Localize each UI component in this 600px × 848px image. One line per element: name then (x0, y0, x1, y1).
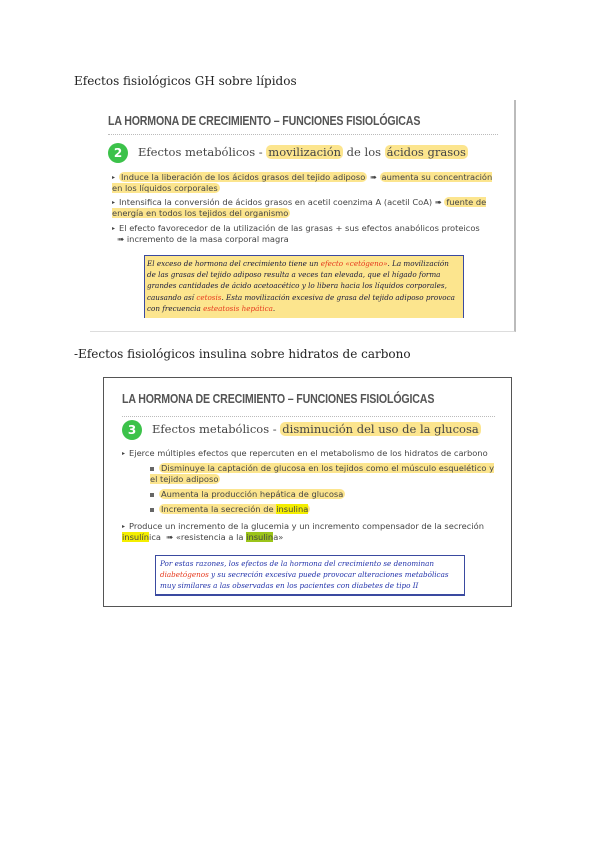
subtitle-text: de los (343, 145, 385, 159)
bullet-icon: ▸ (112, 174, 116, 181)
subtitle-text: Efectos metabólicos - (152, 422, 281, 436)
arrow-icon: ➠ (434, 197, 442, 207)
bullet-text: Produce un incremento de la glucemia y un incremento compensador de la secreción (129, 521, 484, 531)
quote-text: El exceso de hormona del crecimiento tiene un (147, 259, 321, 268)
bullet-text: aumenta su concentración en los líquidos corporales (112, 172, 493, 193)
square-bullet-icon (150, 508, 154, 512)
slide-title: LA HORMONA DE CRECIMIENTO – FUNCIONES FISIOLÓGICAS (108, 114, 421, 128)
slide-title: LA HORMONA DE CRECIMIENTO – FUNCIONES FISIOLÓGICAS (122, 392, 435, 406)
bullet-item (112, 223, 500, 245)
heading-carbohydrates: -Efectos fisiológicos insulina sobre hidratos de carbono (74, 347, 411, 361)
heading-lipids: Efectos fisiológicos GH sobre lípidos (74, 74, 297, 88)
bullet-text: fuente de energía en todos los tejidos del organismo (112, 197, 487, 218)
bullet-icon: ▸ (122, 523, 126, 530)
subtitle-highlight: disminución del uso de la glucosa (282, 422, 479, 436)
arrow-icon: ➠ (369, 172, 377, 182)
bullet-text: Disminuye la captación de glucosa en los tejidos como el músculo esquelético y el tejido adiposo (150, 463, 495, 484)
section-subtitle (152, 422, 481, 436)
bullet-item (112, 197, 500, 219)
quote-box (144, 255, 464, 318)
quote-text: y su secreción excesiva puede provocar alteraciones metabólicas muy similares a las observadas en los pacientes con diabetes de tipo II (160, 570, 449, 591)
quote-text: . La movilización de las grasas del tejido adiposo resulta a veces tan elevada, que el hígado forma grandes cantidades de ácido acetoacético y lo libera hacia los líquidos corporales, causando así (147, 259, 449, 302)
quote-text: Por estas razones, los efectos de la hormona del crecimiento se denominan (160, 559, 435, 568)
quote-box (155, 555, 465, 596)
bullet-icon: ▸ (122, 450, 126, 457)
highlight-insulina: insulin (246, 532, 274, 542)
slide-carbohydrates (103, 377, 512, 607)
divider (108, 134, 498, 135)
divider (122, 416, 495, 417)
section-subtitle (138, 145, 468, 159)
subtitle-highlight: movilización (268, 145, 342, 159)
subtitle-highlight: ácidos grasos (386, 145, 466, 159)
bullet-item (122, 521, 497, 543)
bullet-item (112, 172, 500, 194)
bullet-text: ica (149, 532, 161, 542)
quote-red-text: cetosis (196, 292, 222, 302)
square-bullet-icon (150, 467, 154, 471)
bullet-text: Aumenta la producción hepática de glucosa (161, 489, 344, 499)
bullet-text: Incrementa la secreción de (161, 504, 277, 514)
bullet-text: Intensifica la conversión de ácidos grasos en acetil coenzima A (acetil CoA) (119, 197, 433, 207)
bullet-text: a» (273, 532, 284, 542)
square-bullet-icon (150, 493, 154, 497)
bullet-text: Ejerce múltiples efectos que repercuten en el metabolismo de los hidratos de carbono (129, 448, 488, 458)
quote-red-text: diabetógenos (160, 570, 209, 580)
section-number-badge: 2 (108, 143, 128, 163)
quote-text: . Esta movilización excesiva de grasa del tejido adiposo provoca con frecuencia (147, 292, 455, 313)
quote-red-text: efecto «cetógeno» (320, 259, 388, 268)
bullet-icon: ▸ (112, 225, 116, 232)
arrow-icon: ➠ (166, 532, 174, 542)
quote-red-text: esteatosis hepática (203, 303, 273, 313)
bullet-text: El efecto favorecedor de la utilización de las grasas + sus efectos anabólicos proteicos (119, 223, 480, 233)
sub-bullet-item (150, 489, 497, 500)
quote-text: . (272, 303, 276, 313)
highlight-insulina: insulín (122, 532, 150, 542)
subtitle-text: Efectos metabólicos - (138, 145, 267, 159)
arrow-icon: ➠ (117, 234, 125, 244)
bullet-item (122, 448, 497, 459)
sub-bullet-item (150, 463, 497, 485)
slide-lipids (90, 100, 516, 332)
bullet-text: incremento de la masa corporal magra (126, 234, 289, 244)
bullet-icon: ▸ (112, 199, 116, 206)
bullet-text: «resistencia a la (175, 532, 247, 542)
bullet-text: Induce la liberación de los ácidos grasos del tejido adiposo (121, 172, 366, 182)
sub-bullet-item (150, 504, 497, 515)
section-number-badge: 3 (122, 420, 142, 440)
highlight-insulina: insulina (276, 504, 309, 514)
